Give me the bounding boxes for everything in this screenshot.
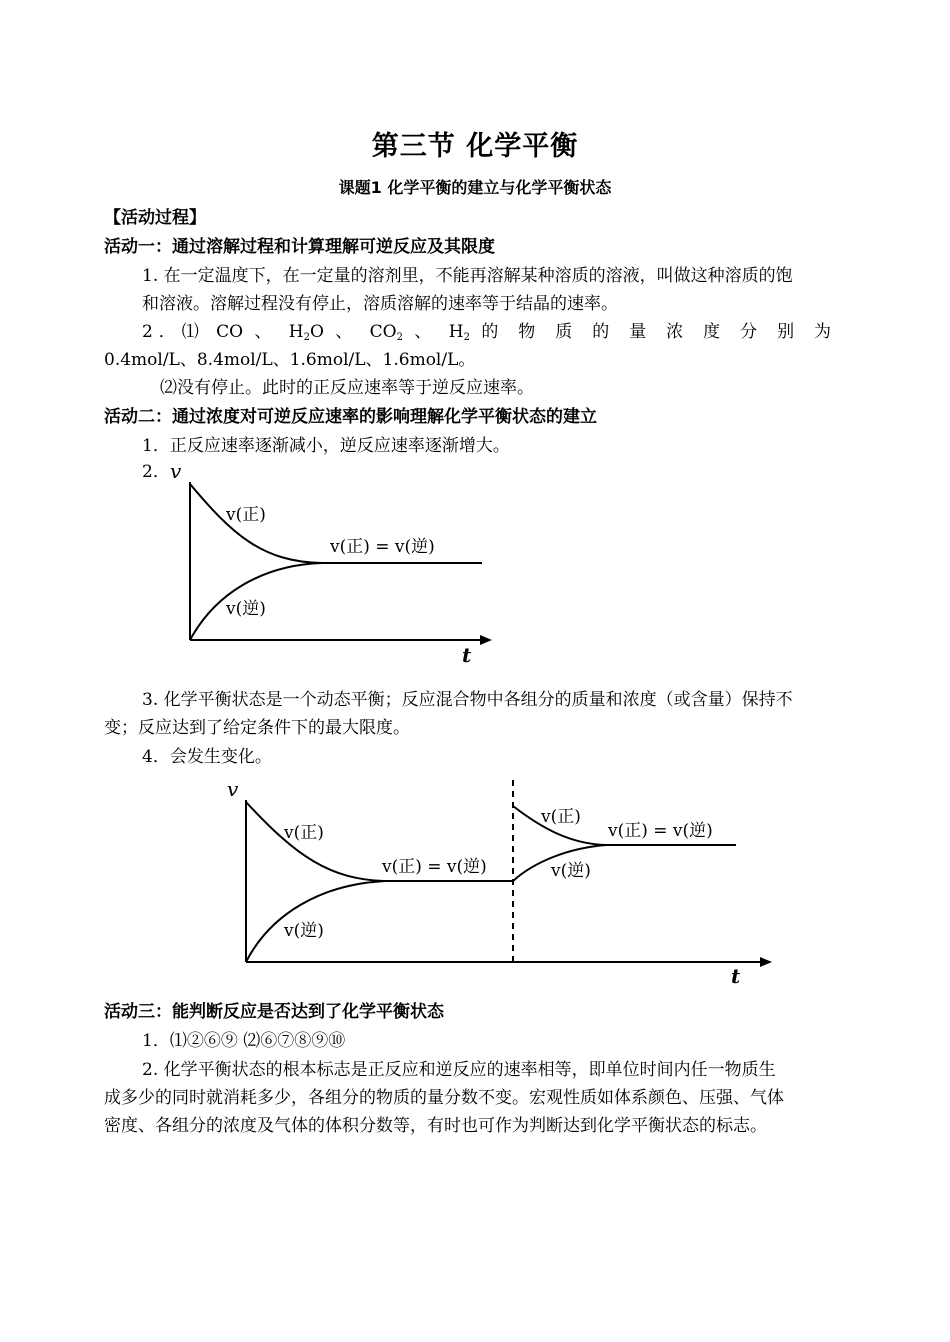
- graph1-y-label: v: [170, 459, 182, 483]
- activity1-p2-line2: 0.4mol/L、8.4mol/L、1.6mol/L、1.6mol/L。: [104, 350, 476, 370]
- graph2-equal-label-2: v(正) = v(逆): [608, 821, 713, 841]
- activity2-item2-label: 2．: [142, 462, 170, 482]
- graph1-x-label: t: [462, 643, 472, 667]
- page-subtitle: 课题1 化学平衡的建立与化学平衡状态: [338, 178, 612, 197]
- graph2-forward-label-2: v(正): [541, 807, 581, 827]
- graph2-y-label: v: [227, 777, 239, 801]
- p2-co: CO: [216, 322, 244, 342]
- activity2-item3-line1: 3. 化学平衡状态是一个动态平衡；反应混合物中各组分的质量和浓度（或含量）保持不: [142, 690, 793, 710]
- activity1-p1-line2: 和溶液。溶解过程没有停止，溶质溶解的速率等于结晶的速率。: [142, 294, 618, 314]
- graph1-reverse-label: v(逆): [226, 599, 266, 619]
- graph2-reverse-curve-2: [513, 845, 606, 881]
- graph1-reverse-curve: [190, 563, 322, 640]
- activity1-p3: ⑵没有停止。此时的正反应速率等于逆反应速率。: [160, 378, 534, 398]
- graph1-forward-curve: [190, 484, 322, 563]
- activity3-item2-line2: 成多少的同时就消耗多少，各组分的物质的量分数不变。宏观性质如体系颜色、压强、气体: [104, 1088, 784, 1108]
- p2-sep: 、: [254, 322, 278, 342]
- p2-co2: $CO_2$: [369, 322, 403, 343]
- section-header: 【活动过程】: [104, 208, 206, 228]
- graph2-forward-curve-2: [513, 806, 606, 845]
- activity1-heading: 活动一：通过溶解过程和计算理解可逆反应及其限度: [104, 237, 495, 257]
- graph1-x-arrow: [480, 635, 492, 645]
- graph2-reverse-curve: [246, 881, 386, 962]
- graph2-forward-label: v(正): [284, 823, 324, 843]
- activity2-heading: 活动二：通过浓度对可逆反应速率的影响理解化学平衡状态的建立: [104, 407, 597, 427]
- activity2-item3-line2: 变；反应达到了给定条件下的最大限度。: [104, 718, 410, 738]
- activity2-item1: 1．正反应速率逐渐减小，逆反应速率逐渐增大。: [142, 436, 510, 456]
- activity1-p2-line1: [142, 320, 845, 350]
- graph2-x-label: t: [731, 964, 741, 988]
- activity3-item2-line1: 2. 化学平衡状态的根本标志是正反应和逆反应的速率相等，即单位时间内任一物质生: [142, 1060, 776, 1080]
- graph2-forward-curve: [246, 802, 386, 881]
- graph2-reverse-label: v(逆): [284, 921, 324, 941]
- activity1-p1-line1: 1. 在一定温度下，在一定量的溶剂里，不能再溶解某种溶质的溶液，叫做这种溶质的饱: [142, 266, 793, 286]
- p2-h2o: $H_2O$: [288, 322, 324, 343]
- activity2-item4: 4．会发生变化。: [142, 747, 272, 767]
- p2-sep: 、: [335, 322, 359, 342]
- graph2-reverse-label-2: v(逆): [551, 861, 591, 881]
- p2-tail: 的物质的量浓度分别为: [481, 322, 846, 342]
- activity3-heading: 活动三：能判断反应是否达到了化学平衡状态: [104, 1002, 444, 1022]
- graph1-forward-label: v(正): [226, 505, 266, 525]
- activity3-item1: 1．⑴②⑥⑨ ⑵⑥⑦⑧⑨⑩: [142, 1031, 346, 1051]
- p2-prefix: 2．⑴: [142, 322, 205, 342]
- p2-sep: 、: [414, 322, 438, 342]
- graph1-equal-label: v(正) = v(逆): [330, 537, 435, 557]
- page-title: 第三节 化学平衡: [371, 131, 579, 162]
- activity3-item2-line3: 密度、各组分的浓度及气体的体积分数等，有时也可作为判断达到化学平衡状态的标志。: [104, 1116, 767, 1136]
- graph2-x-arrow: [760, 957, 772, 967]
- p2-h2: $H_2$: [448, 322, 470, 343]
- graph2-equal-label: v(正) = v(逆): [382, 857, 487, 877]
